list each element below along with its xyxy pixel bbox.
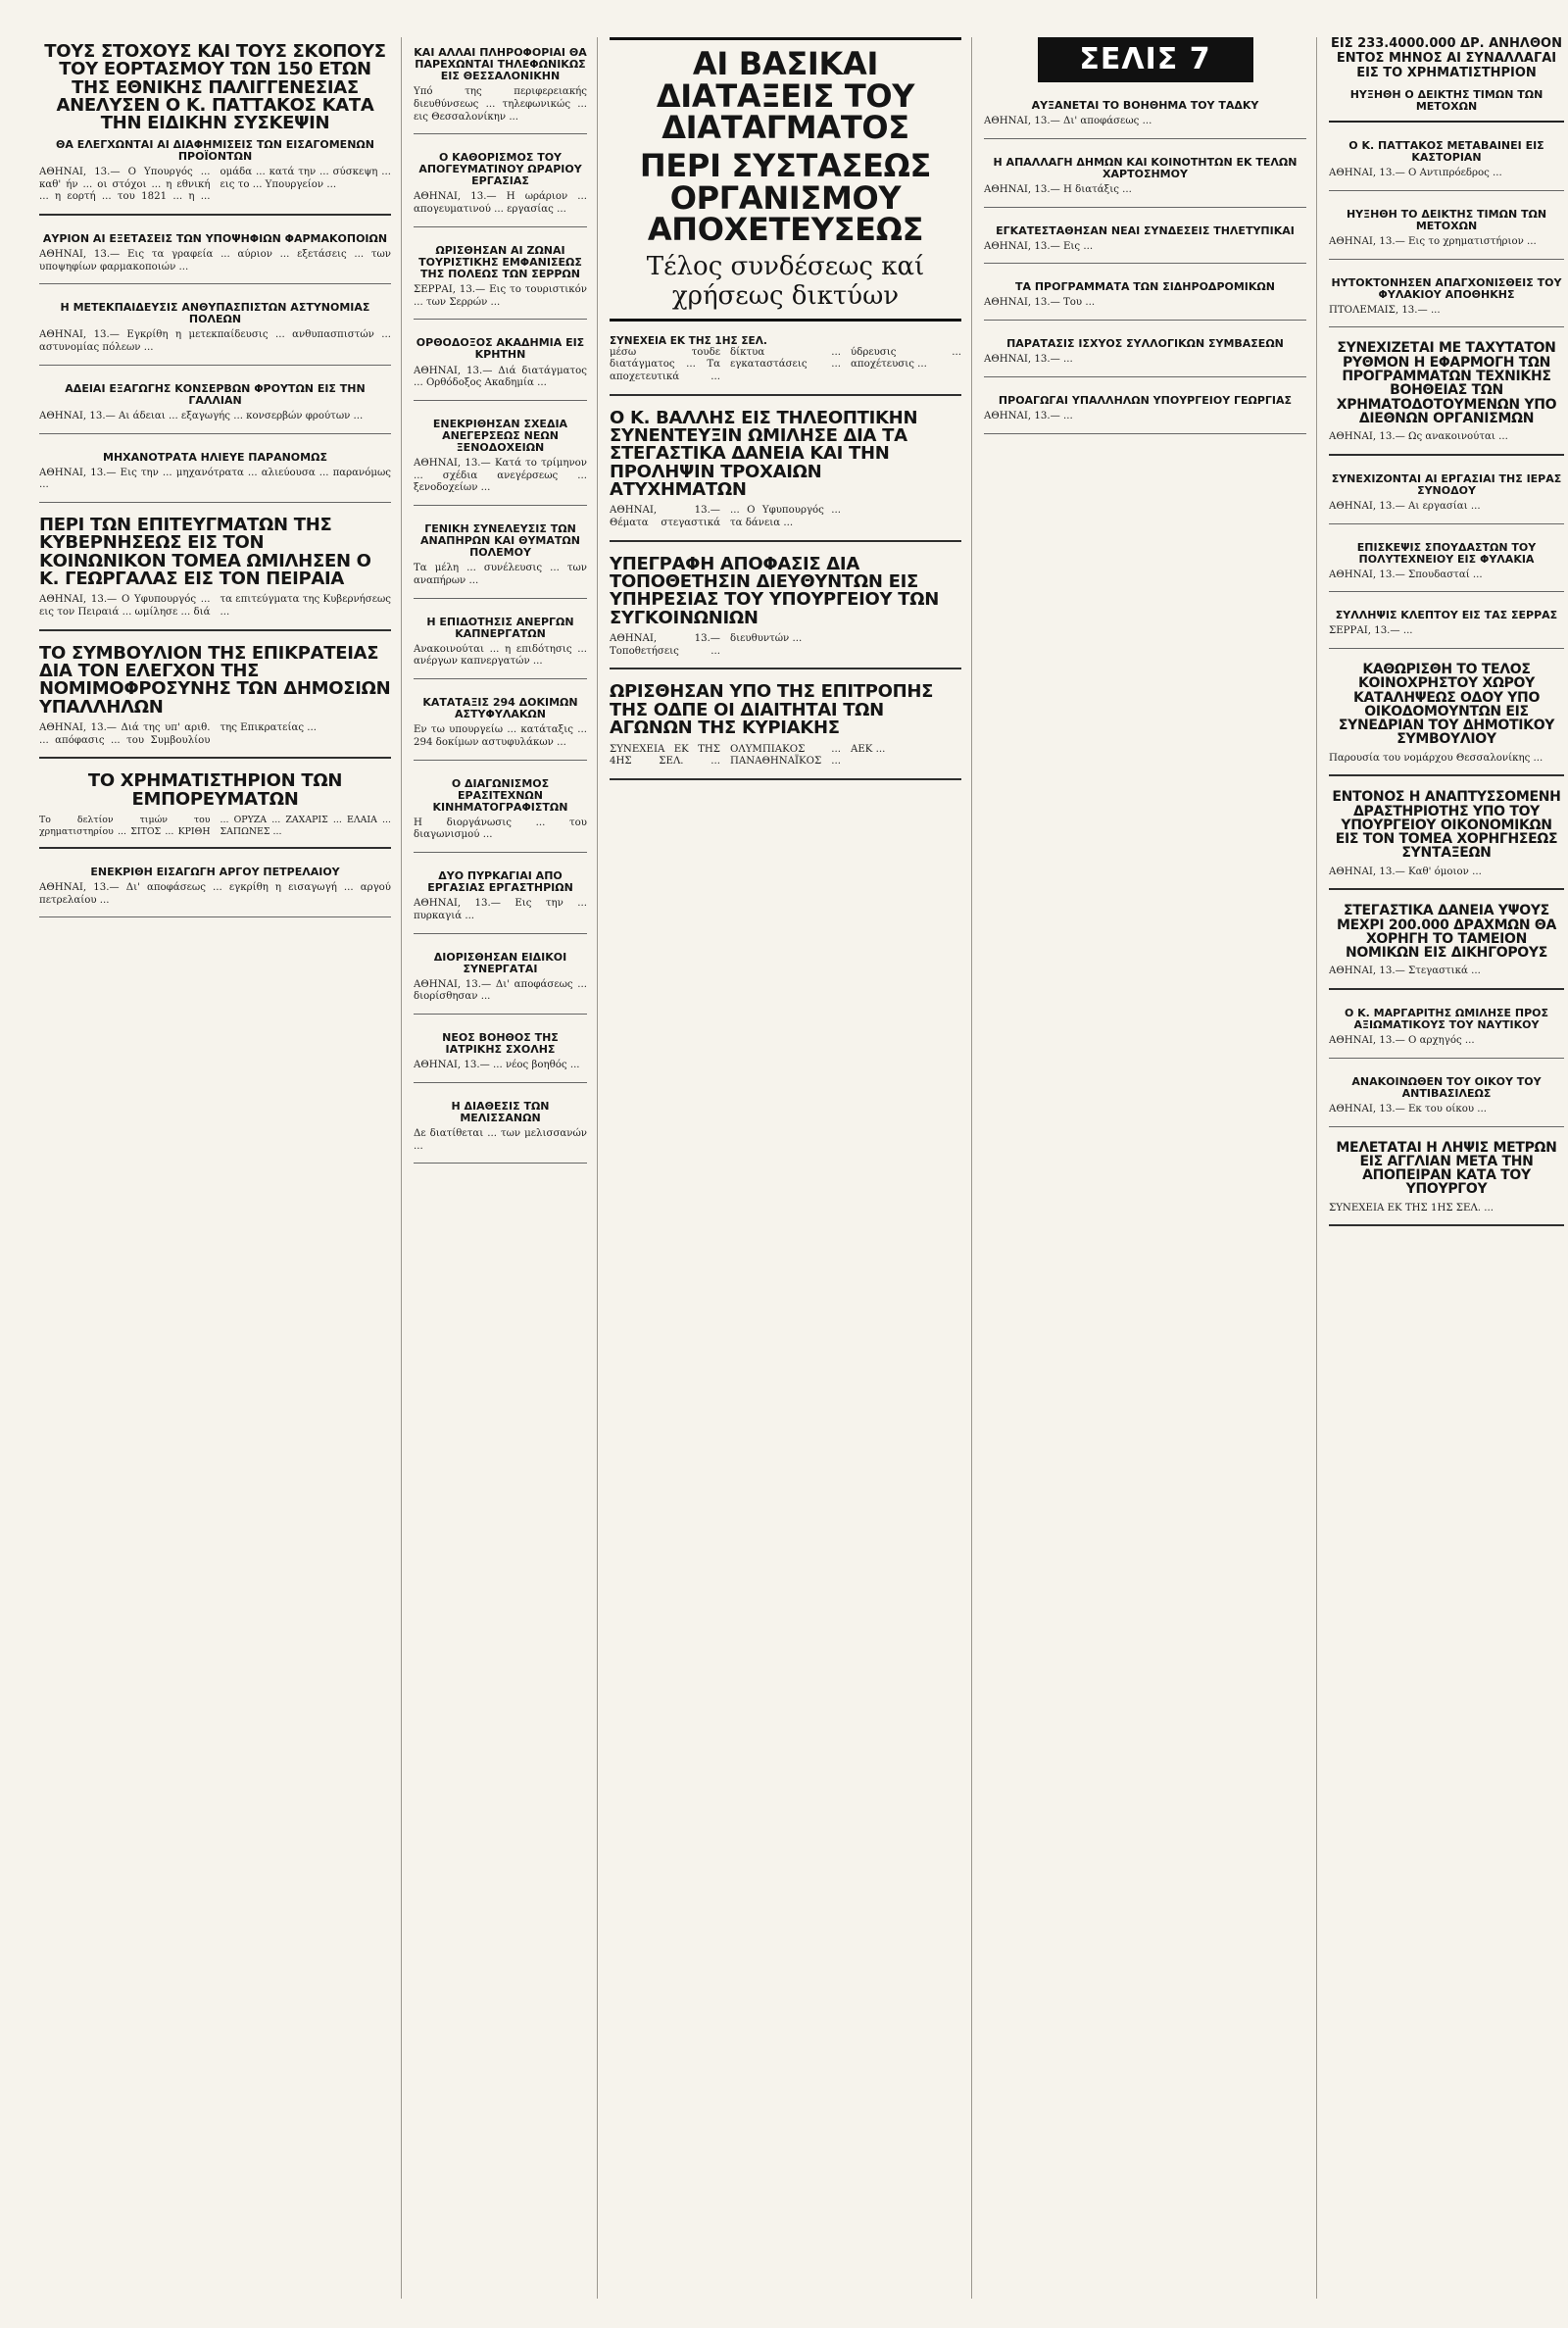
article-body: ΑΘΗΝΑΙ, 13.— Εις την ... μηχανότρατα ... αλιεύουσα ... παρανόμως ...: [39, 467, 391, 491]
right-center-item-2: [984, 147, 1306, 208]
headline: ΣΥΝΕΧΙΖΕΤΑΙ ΜΕ ΤΑΧΥΤΑΤΟΝ ΡΥΘΜΟΝ Η ΕΦΑΡΜΟΓΗ ΤΩΝ ΠΡΟΓΡΑΜΜΑΤΩΝ ΤΕΧΝΙΚΗΣ ΒΟΗΘΕΙΑΣ ΤΩΝ ΧΡΗΜΑΤΟΔΟΤΟΥΜΕΝΩΝ ΥΠΟ ΔΙΕΘΝΩΝ ΟΡΓΑΝΙΣΜΩΝ: [1336, 340, 1557, 426]
center-section-2: [610, 550, 961, 670]
headline: ΑΥΡΙΟΝ ΑΙ ΕΞΕΤΑΣΕΙΣ ΤΩΝ ΥΠΟΨΗΦΙΩΝ ΦΑΡΜΑΚΟΠΟΙΩΝ: [42, 231, 388, 245]
top-subheadline: ΗΥΞΗΘΗ Ο ΔΕΙΚΤΗΣ ΤΙΜΩΝ ΤΩΝ ΜΕΤΟΧΩΝ: [1349, 87, 1544, 113]
headline: ΜΗΧΑΝΟΤΡΑΤΑ ΗΛΙΕΥΕ ΠΑΡΑΝΟΜΩΣ: [103, 450, 327, 464]
headline: ΤΟ ΣΥΜΒΟΥΛΙΟΝ ΤΗΣ ΕΠΙΚΡΑΤΕΙΑΣ ΔΙΑ ΤΟΝ ΕΛΕΓΧΟΝ ΤΗΣ ΝΟΜΙΜΟΦΡΟΣΥΝΗΣ ΤΩΝ ΔΗΜΟΣΙΩΝ ΥΠΑΛΛΗΛΩΝ: [39, 642, 391, 718]
article-body: ΑΘΗΝΑΙ, 13.— Κατά το τρίμηνον ... σχέδια ανεγέρσεως ... ξενοδοχείων ...: [414, 458, 587, 494]
article-body: Εν τω υπουργείω ... κατάταξις ... 294 δοκίμων αστυφυλάκων ...: [414, 724, 587, 748]
dateline: ΣΥΝΕΧΕΙΑ ΕΚ ΤΗΣ 1ΗΣ ΣΕΛ.: [610, 334, 767, 347]
article-body: ΑΘΗΝΑΙ, 13.— Ο αρχηγός ...: [1329, 1035, 1475, 1047]
headline: Ο Κ. ΜΑΡΓΑΡΙΤΗΣ ΩΜΙΛΗΣΕ ΠΡΟΣ ΑΞΙΩΜΑΤΙΚΟΥΣ ΤΟΥ ΝΑΥΤΙΚΟΥ: [1344, 1007, 1549, 1032]
article-body: ΑΘΗΝΑΙ, 13.— Δι' αποφάσεως ... εγκρίθη η εισαγωγή ... αργού πετρελαίου ...: [39, 882, 391, 906]
article-body: ΑΘΗΝΑΙ, 13.— Εις τα γραφεία ... αύριον ... εξετάσεις ... των υποψηφίων φαρμακοποιών ...: [39, 249, 391, 272]
article-body: Τα μέλη ... συνέλευσις ... των αναπήρων ...: [414, 563, 587, 586]
article-body: ΑΘΗΝΑΙ, 13.— Δι' αποφάσεως ...: [984, 116, 1152, 127]
narrow-item-1: [414, 37, 587, 134]
right-center-item-1: [984, 90, 1306, 139]
article-body: ΑΘΗΝΑΙ, 13.— Η ωράριον ... απογευματινού ... εργασίας ...: [414, 191, 587, 216]
left-article-3: [39, 292, 391, 365]
right-section-7: [1329, 600, 1564, 649]
right-section-6: [1329, 532, 1564, 593]
narrow-item-4: [414, 327, 587, 400]
masthead-title-line-2: ΠΕΡΙ ΣΥΣΤΑΣΕΩΣ ΟΡΓΑΝΙΣΜΟΥ ΑΠΟΧΕΤΕΥΣΕΩΣ: [639, 146, 932, 249]
left-column: [39, 37, 402, 2299]
right-center-item-6: [984, 385, 1306, 434]
narrow-item-11: [414, 942, 587, 1015]
headline: ΩΡΙΣΘΗΣΑΝ ΥΠΟ ΤΗΣ ΕΠΙΤΡΟΠΗΣ ΤΗΣ ΟΔΠΕ ΟΙ ΔΙΑΙΤΗΤΑΙ ΤΩΝ ΑΓΩΝΩΝ ΤΗΣ ΚΥΡΙΑΚΗΣ: [610, 681, 934, 739]
left-article-2: [39, 223, 391, 284]
article-body: ΑΘΗΝΑΙ, 13.— Εγκρίθη η μετεκπαίδευσις ... ανθυπασπιστών ... αστυνομίας πόλεων ...: [39, 329, 391, 354]
article-body: Δε διατίθεται ... των μελισσανών ...: [414, 1128, 587, 1152]
headline: ΑΝΑΚΟΙΝΩΘΕΝ ΤΟΥ ΟΙΚΟΥ ΤΟΥ ΑΝΤΙΒΑΣΙΛΕΩΣ: [1351, 1074, 1542, 1100]
right-section-8: [1329, 657, 1564, 776]
narrow-item-6: [414, 514, 587, 599]
headline: ΑΥΞΑΝΕΤΑΙ ΤΟ ΒΟΗΘΗΜΑ ΤΟΥ ΤΑΔΚΥ: [1031, 99, 1259, 112]
headline: ΜΕΛΕΤΑΤΑΙ Η ΛΗΨΙΣ ΜΕΤΡΩΝ ΕΙΣ ΑΓΓΛΙΑΝ ΜΕΤΑ ΤΗΝ ΑΠΟΠΕΙΡΑΝ ΚΑΤΑ ΤΟΥ ΥΠΟΥΡΓΟΥ: [1336, 1139, 1557, 1198]
headline: Ο Κ. ΠΑΤΤΑΚΟΣ ΜΕΤΑΒΑΙΝΕΙ ΕΙΣ ΚΑΣΤΟΡΙΑΝ: [1348, 139, 1544, 165]
left-article-8: [39, 767, 391, 849]
subheadline: ΘΑ ΕΛΕΓΧΩΝΤΑΙ ΑΙ ΔΙΑΦΗΜΙΣΕΙΣ ΤΩΝ ΕΙΣΑΓΟΜΕΝΩΝ ΠΡΟΪΟΝΤΩΝ: [56, 137, 374, 163]
headline: Ο ΚΑΘΟΡΙΣΜΟΣ ΤΟΥ ΑΠΟΓΕΥΜΑΤΙΝΟΥ ΩΡΑΡΙΟΥ ΕΡΓΑΣΙΑΣ: [418, 151, 582, 188]
narrow-item-3: [414, 235, 587, 321]
masthead: [610, 37, 961, 322]
center-section-1: [610, 404, 961, 542]
right-section-5: [1329, 464, 1564, 524]
article-body: ΑΘΗΝΑΙ, 13.— Καθ' όμοιον ...: [1329, 866, 1482, 877]
left-article-4: [39, 373, 391, 434]
article-body: ΣΕΡΡΑΙ, 13.— ...: [1329, 625, 1413, 637]
headline: ΚΑΤΑΤΑΞΙΣ 294 ΔΟΚΙΜΩΝ ΑΣΤΥΦΥΛΑΚΩΝ: [422, 696, 578, 721]
headline: ΕΝΕΚΡΙΘΗΣΑΝ ΣΧΕΔΙΑ ΑΝΕΓΕΡΣΕΩΣ ΝΕΩΝ ΞΕΝΟΔΟΧΕΙΩΝ: [432, 417, 568, 454]
article-body: ΑΘΗΝΑΙ, 13.— Δι' αποφάσεως ... διορίσθησαν ...: [414, 978, 587, 1003]
headline: ΣΥΛΛΗΨΙΣ ΚΛΕΠΤΟΥ ΕΙΣ ΤΑΣ ΣΕΡΡΑΣ: [1335, 609, 1558, 622]
masthead-subtitle: Τέλος συνδέσεως καί χρήσεως δικτύων: [646, 251, 925, 311]
article-body: Υπό της περιφερειακής διευθύνσεως ... τηλεφωνικώς ... εις Θεσσαλονίκην ...: [414, 86, 587, 123]
narrow-column: [414, 37, 598, 2299]
left-article-1: [39, 37, 391, 216]
article-body: Παρουσία του νομάρχου Θεσσαλονίκης ...: [1329, 752, 1544, 764]
headline: Η ΕΠΙΔΟΤΗΣΙΣ ΑΝΕΡΓΩΝ ΚΑΠΝΕΡΓΑΤΩΝ: [426, 615, 574, 640]
headline: Ο ΔΙΑΓΩΝΙΣΜΟΣ ΕΡΑΣΙΤΕΧΝΩΝ ΚΙΝΗΜΑΤΟΓΡΑΦΙΣΤΩΝ: [432, 776, 568, 814]
headline: ΚΑΘΩΡΙΣΘΗ ΤΟ ΤΕΛΟΣ ΚΟΙΝΟΧΡΗΣΤΟΥ ΧΩΡΟΥ ΚΑΤΑΛΗΨΕΩΣ ΟΔΟΥ ΥΠΟ ΟΙΚΟΔΟΜΟΥΝΤΩΝ ΕΙΣ ΣΥΝΕΔΡΙΑΝ ΤΟΥ ΔΗΜΟΤΙΚΟΥ ΣΥΜΒΟΥΛΙΟΥ: [1338, 662, 1555, 748]
article-body: ΑΘΗΝΑΙ, 13.— Εις το χρηματιστήριον ...: [1329, 236, 1537, 248]
right-section-1: [1329, 130, 1564, 191]
headline: ΠΑΡΑΤΑΣΙΣ ΙΣΧΥΟΣ ΣΥΛΛΟΓΙΚΩΝ ΣΥΜΒΑΣΕΩΝ: [1006, 337, 1284, 351]
right-center-item-4: [984, 272, 1306, 321]
right-section-11: [1329, 998, 1564, 1059]
headline: ΥΠΕΓΡΑΦΗ ΑΠΟΦΑΣΙΣ ΔΙΑ ΤΟΠΟΘΕΤΗΣΙΝ ΔΙΕΥΘΥΝΤΩΝ ΕΙΣ ΥΠΗΡΕΣΙΑΣ ΤΟΥ ΥΠΟΥΡΓΕΙΟΥ ΤΩΝ ΣΥΓΚΟΙΝΩΝΙΩΝ: [610, 553, 939, 628]
headline: ΕΓΚΑΤΕΣΤΑΘΗΣΑΝ ΝΕΑΙ ΣΥΝΔΕΣΕΙΣ ΤΗΛΕΤΥΠΙΚΑΙ: [996, 223, 1295, 237]
article-body: ΑΘΗΝΑΙ, 13.— Αι εργασίαι ...: [1329, 500, 1481, 512]
narrow-item-13: [414, 1091, 587, 1164]
narrow-item-9: [414, 768, 587, 854]
article-body: ΠΤΟΛΕΜΑΙΣ, 13.— ...: [1329, 304, 1441, 316]
page-columns: [39, 37, 1562, 2299]
headline: ΚΑΙ ΑΛΛΑΙ ΠΛΗΡΟΦΟΡΙΑΙ ΘΑ ΠΑΡΕΧΩΝΤΑΙ ΤΗΛΕΦΩΝΙΚΩΣ ΕΙΣ ΘΕΣΣΑΛΟΝΙΚΗΝ: [414, 46, 587, 83]
headline: ΤΟ ΧΡΗΜΑΤΙΣΤΗΡΙΟΝ ΤΩΝ ΕΜΠΟΡΕΥΜΑΤΩΝ: [87, 770, 343, 810]
article-body: ΑΘΗΝΑΙ, 13.— Αι άδειαι ... εξαγωγής ... κονσερβών φρούτων ...: [39, 410, 364, 421]
headline: ΩΡΙΣΘΗΣΑΝ ΑΙ ΖΩΝΑΙ ΤΟΥΡΙΣΤΙΚΗΣ ΕΜΦΑΝΙΣΕΩΣ ΤΗΣ ΠΟΛΕΩΣ ΤΩΝ ΣΕΡΡΩΝ: [418, 243, 582, 280]
left-article-7: [39, 639, 391, 760]
top-headline: ΕΙΣ 233.4000.000 ΔΡ. ΑΝΗΛΘΟΝ ΕΝΤΟΣ ΜΗΝΟΣ ΑΙ ΣΥΝΑΛΛΑΓΑΙ ΕΙΣ ΤΟ ΧΡΗΜΑΤΙΣΤΗΡΙΟΝ: [1331, 37, 1562, 80]
article-body: ΑΘΗΝΑΙ, 13.— Διά της υπ' αριθ. ... απόφασις ... του Συμβουλίου της Επικρατείας ...: [39, 722, 317, 746]
headline: ΝΕΟΣ ΒΟΗΘΟΣ ΤΗΣ ΙΑΤΡΙΚΗΣ ΣΧΟΛΗΣ: [442, 1031, 559, 1057]
article-body: ΑΘΗΝΑΙ, 13.— Του ...: [984, 297, 1096, 309]
headline: ΠΡΟΑΓΩΓΑΙ ΥΠΑΛΛΗΛΩΝ ΥΠΟΥΡΓΕΙΟΥ ΓΕΩΡΓΙΑΣ: [998, 393, 1293, 407]
left-article-6: [39, 511, 391, 631]
left-article-9: [39, 857, 391, 917]
article-body: ΑΘΗΝΑΙ, 13.— Τοποθετήσεις ... διευθυντών ...: [610, 633, 803, 657]
right-column: [1329, 37, 1564, 2299]
article-body: ΑΘΗΝΑΙ, 13.— Στεγαστικά ...: [1329, 966, 1481, 977]
article-body: ΣΕΡΡΑΙ, 13.— Εις το τουριστικόν ... των Σερρών ...: [414, 284, 587, 308]
article-body: ΑΘΗΝΑΙ, 13.— Εις ...: [984, 240, 1094, 252]
article-body: ΣΥΝΕΧΕΙΑ ΕΚ ΤΗΣ 4ΗΣ ΣΕΛ. ... ΟΛΥΜΠΙΑΚΟΣ ... ΠΑΝΑΘΗΝΑΪΚΟΣ ... ΑΕΚ ...: [610, 743, 886, 768]
headline: ΕΝΕΚΡΙΘΗ ΕΙΣΑΓΩΓΗ ΑΡΓΟΥ ΠΕΤΡΕΛΑΙΟΥ: [90, 866, 340, 879]
article-body: Το δελτίον τιμών του χρηματιστηρίου ... ΣΙΤΟΣ ... ΚΡΙΘΗ ... ΟΡΥΖΑ ... ΖΑΧΑΡΙΣ ... ΕΛΑΙΑ ... ΣΑΠΩΝΕΣ ...: [39, 815, 391, 837]
article-body: ΑΘΗΝΑΙ, 13.— ...: [984, 410, 1073, 421]
article-body: ΑΘΗΝΑΙ, 13.— Εις την ... πυρκαγιά ...: [414, 898, 587, 921]
narrow-item-7: [414, 607, 587, 679]
article-body: ΑΘΗΝΑΙ, 13.— Ο Υπουργός ... καθ' ήν ... οι στόχοι ... η εθνική ... η εορτή ... του 1821 ... η ... ομάδα ... κατά την ... σύσκεψη ... εις το ... Υπουργείον ...: [39, 166, 391, 203]
headline: ΤΟΥΣ ΣΤΟΧΟΥΣ ΚΑΙ ΤΟΥΣ ΣΚΟΠΟΥΣ ΤΟΥ ΕΟΡΤΑΣΜΟΥ ΤΩΝ 150 ΕΤΩΝ ΤΗΣ ΕΘΝΙΚΗΣ ΠΑΛΙΓΓΕΝΕΣΙΑΣ ΑΝΕΛΥΣΕΝ Ο Κ. ΠΑΤΤΑΚΟΣ ΚΑΤΑ ΤΗΝ ΕΙΔΙΚΗΝ ΣΥΣΚΕΨΙΝ: [44, 41, 386, 134]
article-body: ΑΘΗΝΑΙ, 13.— Θέματα στεγαστικά ... Ο Υφυπουργός ... τα δάνεια ...: [610, 505, 841, 529]
right-section-10: [1329, 898, 1564, 990]
right-center-item-5: [984, 328, 1306, 377]
article-body: Ανακοινούται ... η επιδότησις ... ανέργων καπνεργατών ...: [414, 643, 587, 668]
page-logo: ΣΕΛΙΣ 7: [1038, 37, 1253, 82]
article-body: Η διοργάνωσις ... του διαγωνισμού ...: [414, 817, 587, 841]
right-center-column: [984, 37, 1317, 2299]
right-section-2: [1329, 199, 1564, 260]
article-body: ΑΘΗΝΑΙ, 13.— ...: [984, 354, 1073, 366]
center-lead-article: [610, 329, 961, 396]
article-body: ΑΘΗΝΑΙ, 13.— Σπουδασταί ...: [1329, 569, 1483, 580]
headline: Ο Κ. ΒΑΛΛΗΣ ΕΙΣ ΤΗΛΕΟΠΤΙΚΗΝ ΣΥΝΕΝΤΕΥΞΙΝ ΩΜΙΛΗΣΕ ΔΙΑ ΤΑ ΣΤΕΓΑΣΤΙΚΑ ΔΑΝΕΙΑ ΚΑΙ ΤΗΝ ΠΡΟΛΗΨΙΝ ΤΡΟΧΑΙΩΝ ΑΤΥΧΗΜΑΤΩΝ: [610, 407, 918, 501]
article-body: ΑΘΗΝΑΙ, 13.— Ο Αντιπρόεδρος ...: [1329, 168, 1502, 179]
article-body: ΑΘΗΝΑΙ, 13.— Διά διατάγματος ... Ορθόδοξος Ακαδημία ...: [414, 365, 587, 389]
narrow-item-2: [414, 142, 587, 227]
right-section-12: [1329, 1066, 1564, 1127]
right-section-3: [1329, 268, 1564, 328]
article-body: ΑΘΗΝΑΙ, 13.— Εκ του οίκου ...: [1329, 1104, 1488, 1115]
headline: Η ΜΕΤΕΚΠΑΙΔΕΥΣΙΣ ΑΝΘΥΠΑΣΠΙΣΤΩΝ ΑΣΤΥΝΟΜΙΑΣ ΠΟΛΕΩΝ: [60, 301, 370, 326]
headline: ΣΤΕΓΑΣΤΙΚΑ ΔΑΝΕΙΑ ΥΨΟΥΣ ΜΕΧΡΙ 200.000 ΔΡΑΧΜΩΝ ΘΑ ΧΟΡΗΓΗ ΤΟ ΤΑΜΕΙΟΝ ΝΟΜΙΚΩΝ ΕΙΣ ΔΙΚΗΓΟΡΟΥΣ: [1337, 903, 1556, 962]
headline: Η ΑΠΑΛΛΑΓΗ ΔΗΜΩΝ ΚΑΙ ΚΟΙΝΟΤΗΤΩΝ ΕΚ ΤΕΛΩΝ ΧΑΡΤΟΣΗΜΟΥ: [993, 155, 1298, 180]
left-article-5: [39, 442, 391, 503]
headline: ΔΙΟΡΙΣΘΗΣΑΝ ΕΙΔΙΚΟΙ ΣΥΝΕΡΓΑΤΑΙ: [433, 950, 567, 975]
headline: ΤΑ ΠΡΟΓΡΑΜΜΑΤΑ ΤΩΝ ΣΙΔΗΡΟΔΡΟΜΙΚΩΝ: [1015, 280, 1275, 294]
article-body: ΑΘΗΝΑΙ, 13.— Ως ανακοινούται ...: [1329, 431, 1508, 443]
article-body: ΑΘΗΝΑΙ, 13.— Η διατάξις ...: [984, 183, 1132, 195]
center-column: [610, 37, 972, 2299]
narrow-item-12: [414, 1022, 587, 1083]
headline: ΓΕΝΙΚΗ ΣΥΝΕΛΕΥΣΙΣ ΤΩΝ ΑΝΑΠΗΡΩΝ ΚΑΙ ΘΥΜΑΤΩΝ ΠΟΛΕΜΟΥ: [420, 522, 580, 560]
headline: ΑΔΕΙΑΙ ΕΞΑΓΩΓΗΣ ΚΟΝΣΕΡΒΩΝ ΦΡΟΥΤΩΝ ΕΙΣ ΤΗΝ ΓΑΛΛΙΑΝ: [65, 381, 366, 407]
headline: ΠΕΡΙ ΤΩΝ ΕΠΙΤΕΥΓΜΑΤΩΝ ΤΗΣ ΚΥΒΕΡΝΗΣΕΩΣ ΕΙΣ ΤΟΝ ΚΟΙΝΩΝΙΚΟΝ ΤΟΜΕΑ ΩΜΙΛΗΣΕΝ Ο Κ. ΓΕΩΡΓΑΛΑΣ ΕΙΣ ΤΟΝ ΠΕΙΡΑΙΑ: [39, 514, 371, 590]
article-body: μέσω τουδε διατάγματος ... Τα αποχετευτικά ... δίκτυα ... εγκαταστάσεις ... ύδρευσις ... αποχέτευσις ...: [610, 346, 961, 383]
headline: ΕΝΤΟΝΟΣ Η ΑΝΑΠΤΥΣΣΟΜΕΝΗ ΔΡΑΣΤΗΡΙΟΤΗΣ ΥΠΟ ΤΟΥ ΥΠΟΥΡΓΕΙΟΥ ΟΙΚΟΝΟΜΙΚΩΝ ΕΙΣ ΤΟΝ ΤΟΜΕΑ ΧΟΡΗΓΗΣΕΩΣ ΣΥΝΤΑΞΕΩΝ: [1332, 789, 1561, 862]
headline: ΣΥΝΕΧΙΖΟΝΤΑΙ ΑΙ ΕΡΓΑΣΙΑΙ ΤΗΣ ΙΕΡΑΣ ΣΥΝΟΔΟΥ: [1331, 471, 1562, 497]
right-center-item-3: [984, 216, 1306, 265]
headline: ΟΡΘΟΔΟΞΟΣ ΑΚΑΔΗΜΙΑ ΕΙΣ ΚΡΗΤΗΝ: [416, 336, 585, 362]
right-section-9: [1329, 784, 1564, 890]
narrow-item-5: [414, 409, 587, 506]
narrow-item-8: [414, 687, 587, 760]
article-body: ΑΘΗΝΑΙ, 13.— ... νέος βοηθός ...: [414, 1060, 580, 1071]
narrow-item-10: [414, 861, 587, 933]
article-body: ΑΘΗΝΑΙ, 13.— Ο Υφυπουργός ... εις τον Πειραιά ... ωμίλησε ... διά τα επιτεύγματα της Κυβερνήσεως ...: [39, 594, 391, 619]
masthead-title-line-1: ΑΙ ΒΑΣΙΚΑΙ ΔΙΑΤΑΞΕΙΣ ΤΟΥ ΔΙΑΤΑΓΜΑΤΟΣ: [656, 45, 915, 147]
article-body: ΣΥΝΕΧΕΙΑ ΕΚ ΤΗΣ 1ΗΣ ΣΕΛ. ...: [1329, 1202, 1494, 1214]
headline: ΔΥΟ ΠΥΡΚΑΓΙΑΙ ΑΠΟ ΕΡΓΑΣΙΑΣ ΕΡΓΑΣΤΗΡΙΩΝ: [427, 869, 573, 895]
top-rule: [1329, 121, 1564, 123]
headline: ΗΥΤΟΚΤΟΝΗΣΕΝ ΑΠΑΓΧΟΝΙΣΘΕΙΣ ΤΟΥ ΦΥΛΑΚΙΟΥ ΑΠΟΘΗΚΗΣ: [1331, 275, 1562, 301]
headline: ΕΠΙΣΚΕΨΙΣ ΣΠΟΥΔΑΣΤΩΝ ΤΟΥ ΠΟΛΥΤΕΧΝΕΙΟΥ ΕΙΣ ΦΥΛΑΚΙΑ: [1356, 540, 1537, 566]
headline: ΗΥΞΗΘΗ ΤΟ ΔΕΙΚΤΗΣ ΤΙΜΩΝ ΤΩΝ ΜΕΤΟΧΩΝ: [1346, 207, 1547, 232]
headline: Η ΔΙΑΘΕΣΙΣ ΤΩΝ ΜΕΛΙΣΣΑΝΩΝ: [451, 1099, 550, 1124]
right-section-4: [1329, 335, 1564, 455]
center-section-3: [610, 677, 961, 779]
right-section-13: [1329, 1135, 1564, 1227]
